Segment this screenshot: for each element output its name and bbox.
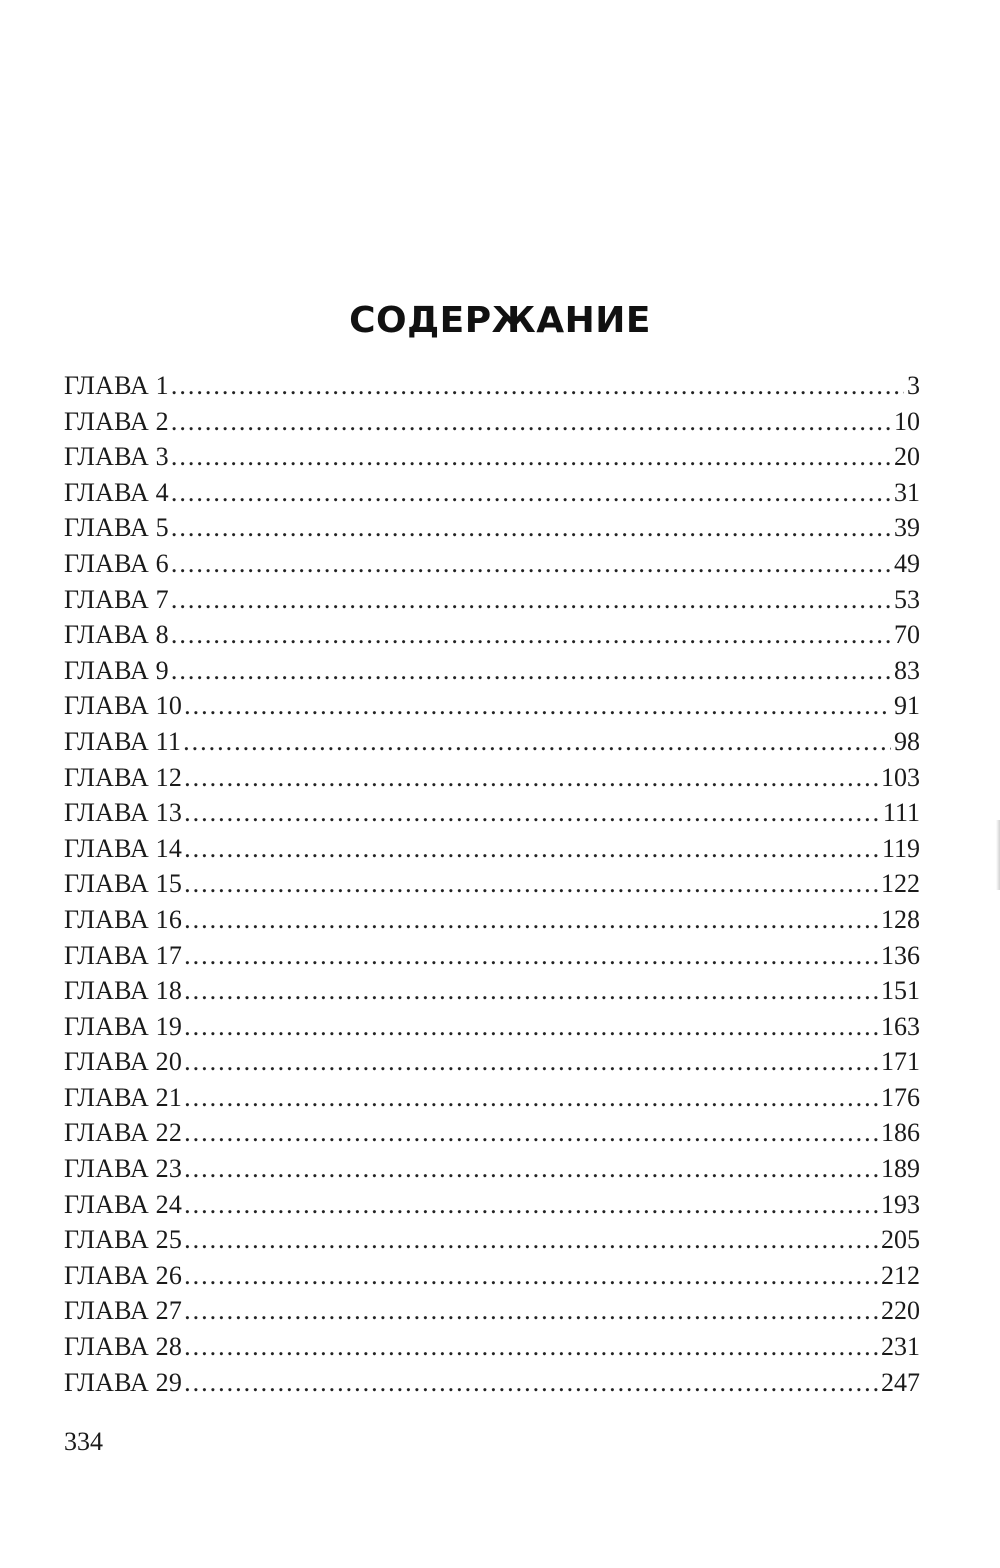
toc-entry-3[interactable] bbox=[64, 439, 920, 475]
toc-heading: СОДЕРЖАНИЕ bbox=[349, 300, 651, 341]
toc-entry-title: ГЛАВА 24 bbox=[64, 1189, 183, 1219]
page-number: 334 bbox=[64, 1427, 103, 1456]
toc-entry-28[interactable] bbox=[64, 1329, 920, 1365]
toc-entry-29[interactable] bbox=[64, 1365, 920, 1401]
toc-entry-22[interactable] bbox=[64, 1115, 920, 1151]
toc-entry-14[interactable] bbox=[64, 831, 920, 867]
toc-entry-24[interactable] bbox=[64, 1187, 920, 1223]
toc-entry-title: ГЛАВА 25 bbox=[64, 1225, 183, 1255]
toc-entry-page: 136 bbox=[881, 940, 920, 970]
toc-entry-title: ГЛАВА 7 bbox=[64, 584, 169, 614]
toc-entry-page: 98 bbox=[894, 726, 920, 756]
toc-entry-title: ГЛАВА 20 bbox=[64, 1047, 183, 1077]
toc-leader-dots bbox=[184, 866, 878, 902]
toc-entry-page: 186 bbox=[881, 1118, 920, 1148]
toc-entry-title: ГЛАВА 11 bbox=[64, 726, 182, 756]
toc-entry-7[interactable] bbox=[64, 582, 920, 618]
toc-entry-page: 189 bbox=[881, 1154, 920, 1184]
toc-entry-title: ГЛАВА 19 bbox=[64, 1011, 183, 1041]
toc-entry-21[interactable] bbox=[64, 1080, 920, 1116]
toc-entry-1[interactable] bbox=[64, 368, 920, 404]
toc-leader-dots bbox=[171, 368, 904, 404]
toc-leader-dots bbox=[184, 795, 880, 831]
toc-entry-26[interactable] bbox=[64, 1258, 920, 1294]
toc-leader-dots bbox=[171, 404, 891, 440]
toc-entry-page: 171 bbox=[881, 1047, 920, 1077]
toc-entry-12[interactable] bbox=[64, 760, 920, 796]
toc-entry-title: ГЛАВА 27 bbox=[64, 1296, 183, 1326]
toc-entry-page: 49 bbox=[894, 548, 920, 578]
toc-entry-18[interactable] bbox=[64, 973, 920, 1009]
toc-entry-page: 91 bbox=[894, 691, 920, 721]
toc-entry-title: ГЛАВА 16 bbox=[64, 904, 183, 934]
toc-entry-page: 231 bbox=[881, 1332, 920, 1362]
toc-entry-title: ГЛАВА 5 bbox=[64, 513, 169, 543]
toc-entry-page: 10 bbox=[894, 406, 920, 436]
toc-entry-page: 163 bbox=[881, 1011, 920, 1041]
toc-leader-dots bbox=[171, 617, 891, 653]
toc-entry-page: 103 bbox=[881, 762, 920, 792]
toc-entry-page: 39 bbox=[894, 513, 920, 543]
toc-leader-dots bbox=[184, 1365, 878, 1401]
toc-leader-dots bbox=[184, 1258, 878, 1294]
toc-entry-title: ГЛАВА 23 bbox=[64, 1154, 183, 1184]
toc-leader-dots bbox=[184, 1329, 878, 1365]
toc-leader-dots bbox=[184, 938, 878, 974]
toc-entry-10[interactable] bbox=[64, 688, 920, 724]
toc-entry-4[interactable] bbox=[64, 475, 920, 511]
toc-entry-page: 151 bbox=[881, 976, 920, 1006]
toc-entry-title: ГЛАВА 2 bbox=[64, 406, 169, 436]
toc-entry-8[interactable] bbox=[64, 617, 920, 653]
toc-entry-title: ГЛАВА 15 bbox=[64, 869, 183, 899]
toc-entry-title: ГЛАВА 29 bbox=[64, 1367, 183, 1397]
toc-entry-page: 70 bbox=[894, 620, 920, 650]
toc-entry-title: ГЛАВА 10 bbox=[64, 691, 183, 721]
toc-entry-title: ГЛАВА 14 bbox=[64, 833, 183, 863]
toc-entry-page: 53 bbox=[894, 584, 920, 614]
toc-entry-17[interactable] bbox=[64, 938, 920, 974]
toc-leader-dots bbox=[184, 902, 878, 938]
toc-entry-page: 247 bbox=[881, 1367, 920, 1397]
toc-leader-dots bbox=[171, 439, 891, 475]
toc-entry-15[interactable] bbox=[64, 866, 920, 902]
toc-leader-dots bbox=[171, 510, 891, 546]
toc-entry-title: ГЛАВА 18 bbox=[64, 976, 183, 1006]
toc-leader-dots bbox=[184, 973, 878, 1009]
toc-entry-25[interactable] bbox=[64, 1222, 920, 1258]
toc-entry-title: ГЛАВА 12 bbox=[64, 762, 183, 792]
toc-entry-13[interactable] bbox=[64, 795, 920, 831]
toc-entry-27[interactable] bbox=[64, 1293, 920, 1329]
toc-entry-page: 220 bbox=[881, 1296, 920, 1326]
toc-leader-dots bbox=[184, 1044, 878, 1080]
toc-entry-11[interactable] bbox=[64, 724, 920, 760]
toc-entry-title: ГЛАВА 4 bbox=[64, 477, 169, 507]
toc-entry-page: 119 bbox=[881, 833, 920, 863]
toc-entry-page: 212 bbox=[881, 1260, 920, 1290]
page-edge-shadow bbox=[996, 820, 1000, 890]
toc-leader-dots bbox=[184, 1115, 878, 1151]
toc-entry-page: 111 bbox=[882, 798, 920, 828]
toc-entry-6[interactable] bbox=[64, 546, 920, 582]
toc-leader-dots bbox=[171, 546, 891, 582]
toc-entry-2[interactable] bbox=[64, 404, 920, 440]
toc-entry-title: ГЛАВА 22 bbox=[64, 1118, 183, 1148]
toc-entry-title: ГЛАВА 17 bbox=[64, 940, 183, 970]
toc-entry-title: ГЛАВА 26 bbox=[64, 1260, 183, 1290]
toc-leader-dots bbox=[171, 582, 891, 618]
toc-entry-20[interactable] bbox=[64, 1044, 920, 1080]
toc-leader-dots bbox=[171, 475, 891, 511]
toc-entry-title: ГЛАВА 28 bbox=[64, 1332, 183, 1362]
toc-leader-dots bbox=[184, 1009, 878, 1045]
table-of-contents bbox=[64, 368, 920, 1400]
toc-entry-title: ГЛАВА 3 bbox=[64, 442, 169, 472]
toc-entry-title: ГЛАВА 6 bbox=[64, 548, 169, 578]
toc-entry-page: 83 bbox=[894, 655, 920, 685]
toc-leader-dots bbox=[184, 760, 878, 796]
toc-entry-19[interactable] bbox=[64, 1009, 920, 1045]
toc-leader-dots bbox=[184, 1187, 878, 1223]
toc-entry-title: ГЛАВА 21 bbox=[64, 1082, 183, 1112]
toc-leader-dots bbox=[184, 1222, 878, 1258]
toc-entry-title: ГЛАВА 8 bbox=[64, 620, 169, 650]
toc-entry-page: 205 bbox=[881, 1225, 920, 1255]
toc-leader-dots bbox=[184, 1151, 878, 1187]
toc-leader-dots bbox=[171, 653, 891, 689]
toc-leader-dots bbox=[184, 1080, 878, 1116]
toc-entry-16[interactable] bbox=[64, 902, 920, 938]
toc-leader-dots bbox=[184, 831, 879, 867]
toc-entry-title: ГЛАВА 13 bbox=[64, 798, 183, 828]
toc-entry-title: ГЛАВА 1 bbox=[64, 371, 169, 400]
toc-leader-dots bbox=[184, 688, 891, 724]
toc-entry-9[interactable] bbox=[64, 653, 920, 689]
toc-entry-title: ГЛАВА 9 bbox=[64, 655, 169, 685]
toc-leader-dots bbox=[183, 724, 891, 760]
toc-entry-page: 128 bbox=[881, 904, 920, 934]
toc-entry-5[interactable] bbox=[64, 510, 920, 546]
toc-leader-dots bbox=[184, 1293, 878, 1329]
toc-entry-page: 3 bbox=[907, 371, 920, 400]
toc-entry-page: 176 bbox=[881, 1082, 920, 1112]
toc-entry-page: 122 bbox=[881, 869, 920, 899]
toc-entry-page: 193 bbox=[881, 1189, 920, 1219]
toc-entry-23[interactable] bbox=[64, 1151, 920, 1187]
toc-entry-page: 20 bbox=[894, 442, 920, 472]
toc-entry-page: 31 bbox=[894, 477, 920, 507]
